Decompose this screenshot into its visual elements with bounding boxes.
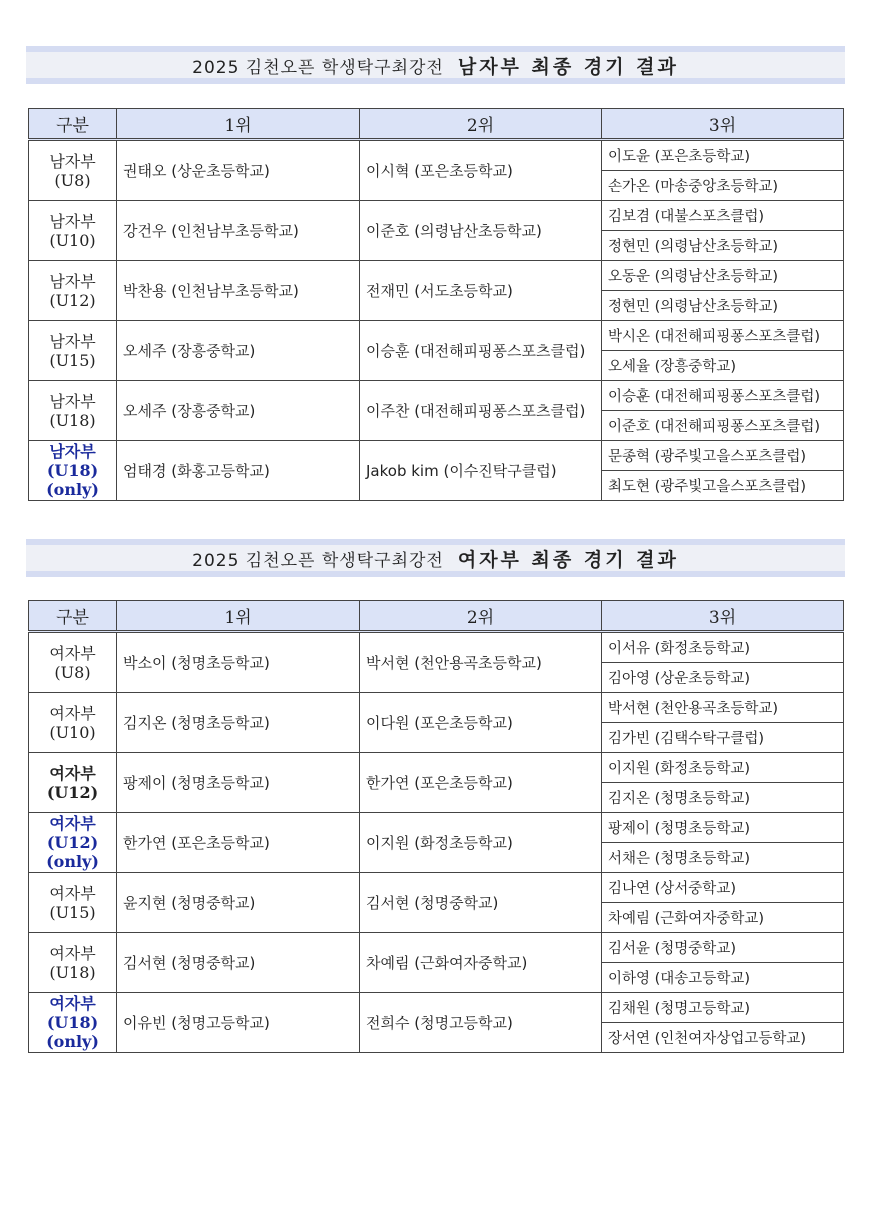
age-label: (U15) — [49, 902, 96, 922]
first-place-cell: 오세주 (장흥중학교) — [117, 381, 360, 441]
table-row — [29, 993, 844, 1023]
division-label: 여자부 — [49, 814, 96, 833]
age-label: (U8) — [54, 662, 91, 682]
boys-table-body — [29, 140, 844, 501]
first-place-cell: 엄태경 (화홍고등학교) — [117, 441, 360, 501]
age-label: (U10) — [49, 722, 96, 742]
division-cell — [29, 201, 117, 261]
first-place-cell: 박찬용 (인천남부초등학교) — [117, 261, 360, 321]
age-label: (U10) — [49, 230, 96, 250]
table-row — [29, 381, 844, 411]
third-place-cell: 김채원 (청명고등학교) — [602, 993, 844, 1023]
division-cell — [29, 873, 117, 933]
division-cell — [29, 693, 117, 753]
girls-title-emph: 여자부 최종 경기 결과 — [457, 548, 679, 571]
only-label: (only) — [46, 852, 99, 871]
division-label: 여자부 — [49, 943, 96, 963]
third-place-cell: 박시온 (대전해피핑퐁스포츠클럽) — [602, 321, 844, 351]
header-first: 1위 — [117, 109, 360, 140]
age-label: (U8) — [54, 170, 91, 190]
first-place-cell: 이유빈 (청명고등학교) — [117, 993, 360, 1053]
girls-results-title — [26, 539, 845, 577]
division-label: 남자부 — [49, 391, 96, 411]
table-row — [29, 873, 844, 903]
third-place-cell: 오세율 (장흥중학교) — [602, 351, 844, 381]
third-place-cell: 최도현 (광주빛고을스포츠클럽) — [602, 471, 844, 501]
division-label: 남자부 — [49, 211, 96, 231]
division-cell — [29, 753, 117, 813]
second-place-cell: 전재민 (서도초등학교) — [360, 261, 602, 321]
table-row — [29, 321, 844, 351]
third-place-cell: 문종혁 (광주빛고을스포츠클럽) — [602, 441, 844, 471]
header-division: 구분 — [29, 601, 117, 632]
first-place-cell: 윤지현 (청명중학교) — [117, 873, 360, 933]
division-label: 여자부 — [49, 994, 96, 1013]
third-place-cell: 김나연 (상서중학교) — [602, 873, 844, 903]
table-row — [29, 693, 844, 723]
girls-results-table — [28, 600, 844, 1053]
second-place-cell: 김서현 (청명중학교) — [360, 873, 602, 933]
second-place-cell: 이다원 (포은초등학교) — [360, 693, 602, 753]
division-label: 여자부 — [49, 703, 96, 723]
third-place-cell: 이지원 (화정초등학교) — [602, 753, 844, 783]
division-cell — [29, 381, 117, 441]
girls-table-body — [29, 632, 844, 1053]
second-place-cell: 전희수 (청명고등학교) — [360, 993, 602, 1053]
table-row — [29, 140, 844, 171]
boys-title-emph: 남자부 최종 경기 결과 — [457, 55, 679, 78]
header-first: 1위 — [117, 601, 360, 632]
third-place-cell: 김서윤 (청명중학교) — [602, 933, 844, 963]
table-row — [29, 261, 844, 291]
third-place-cell: 김지온 (청명초등학교) — [602, 783, 844, 813]
age-label: (U12) — [46, 833, 99, 852]
age-label: (U18) — [46, 1013, 99, 1032]
third-place-cell: 이도윤 (포은초등학교) — [602, 140, 844, 171]
division-label: 남자부 — [49, 271, 96, 291]
division-cell — [29, 321, 117, 381]
division-cell — [29, 441, 117, 501]
age-label: (U18) — [46, 461, 99, 480]
second-place-cell: 이주찬 (대전해피핑퐁스포츠클럽) — [360, 381, 602, 441]
second-place-cell: 차예림 (근화여자중학교) — [360, 933, 602, 993]
second-place-cell: 박서현 (천안용곡초등학교) — [360, 632, 602, 693]
second-place-cell: 이지원 (화정초등학교) — [360, 813, 602, 873]
age-label: (U15) — [49, 350, 96, 370]
first-place-cell: 강건우 (인천남부초등학교) — [117, 201, 360, 261]
age-label: (U12) — [49, 290, 96, 310]
boys-title-prefix: 2025 김천오픈 학생탁구최강전 — [192, 57, 444, 78]
first-place-cell: 박소이 (청명초등학교) — [117, 632, 360, 693]
division-label: 남자부 — [49, 151, 96, 171]
second-place-cell: 이시혁 (포은초등학교) — [360, 140, 602, 201]
header-second: 2위 — [360, 601, 602, 632]
first-place-cell: 팡제이 (청명초등학교) — [117, 753, 360, 813]
age-label: (U18) — [49, 410, 96, 430]
third-place-cell: 서채은 (청명초등학교) — [602, 843, 844, 873]
third-place-cell: 정현민 (의령남산초등학교) — [602, 231, 844, 261]
table-row — [29, 632, 844, 663]
boys-results-title — [26, 46, 845, 84]
only-label: (only) — [46, 480, 99, 499]
table-header-row — [29, 109, 844, 140]
division-label: 남자부 — [49, 331, 96, 351]
first-place-cell: 권태오 (상운초등학교) — [117, 140, 360, 201]
third-place-cell: 차예림 (근화여자중학교) — [602, 903, 844, 933]
division-cell — [29, 140, 117, 201]
third-place-cell: 팡제이 (청명초등학교) — [602, 813, 844, 843]
division-cell — [29, 813, 117, 873]
table-row — [29, 201, 844, 231]
third-place-cell: 정현민 (의령남산초등학교) — [602, 291, 844, 321]
first-place-cell: 오세주 (장흥중학교) — [117, 321, 360, 381]
third-place-cell: 오동운 (의령남산초등학교) — [602, 261, 844, 291]
header-third: 3위 — [602, 601, 844, 632]
second-place-cell: Jakob kim (이수진탁구클럽) — [360, 441, 602, 501]
first-place-cell: 한가연 (포은초등학교) — [117, 813, 360, 873]
third-place-cell: 김보겸 (대불스포츠클럽) — [602, 201, 844, 231]
division-label: 여자부 — [49, 643, 96, 663]
third-place-cell: 이준호 (대전해피핑퐁스포츠클럽) — [602, 411, 844, 441]
age-label: (U18) — [49, 962, 96, 982]
table-row — [29, 441, 844, 471]
header-third: 3위 — [602, 109, 844, 140]
third-place-cell: 장서연 (인천여자상업고등학교) — [602, 1023, 844, 1053]
third-place-cell: 박서현 (천안용곡초등학교) — [602, 693, 844, 723]
third-place-cell: 이승훈 (대전해피핑퐁스포츠클럽) — [602, 381, 844, 411]
table-row — [29, 813, 844, 843]
first-place-cell: 김서현 (청명중학교) — [117, 933, 360, 993]
third-place-cell: 이서유 (화정초등학교) — [602, 632, 844, 663]
age-label: (U12) — [46, 782, 99, 802]
header-second: 2위 — [360, 109, 602, 140]
third-place-cell: 이하영 (대송고등학교) — [602, 963, 844, 993]
girls-title-prefix: 2025 김천오픈 학생탁구최강전 — [192, 550, 444, 571]
division-label: 여자부 — [49, 883, 96, 903]
table-row — [29, 933, 844, 963]
second-place-cell: 이준호 (의령남산초등학교) — [360, 201, 602, 261]
third-place-cell: 손가온 (마송중앙초등학교) — [602, 171, 844, 201]
table-row — [29, 753, 844, 783]
third-place-cell: 김아영 (상운초등학교) — [602, 663, 844, 693]
only-label: (only) — [46, 1032, 99, 1051]
header-division: 구분 — [29, 109, 117, 140]
division-cell — [29, 993, 117, 1053]
division-label: 남자부 — [49, 442, 96, 461]
division-cell — [29, 261, 117, 321]
division-cell — [29, 933, 117, 993]
boys-results-table — [28, 108, 844, 501]
third-place-cell: 김가빈 (김택수탁구클럽) — [602, 723, 844, 753]
second-place-cell: 이승훈 (대전해피핑퐁스포츠클럽) — [360, 321, 602, 381]
second-place-cell: 한가연 (포은초등학교) — [360, 753, 602, 813]
first-place-cell: 김지온 (청명초등학교) — [117, 693, 360, 753]
division-label: 여자부 — [49, 763, 96, 783]
table-header-row — [29, 601, 844, 632]
division-cell — [29, 632, 117, 693]
